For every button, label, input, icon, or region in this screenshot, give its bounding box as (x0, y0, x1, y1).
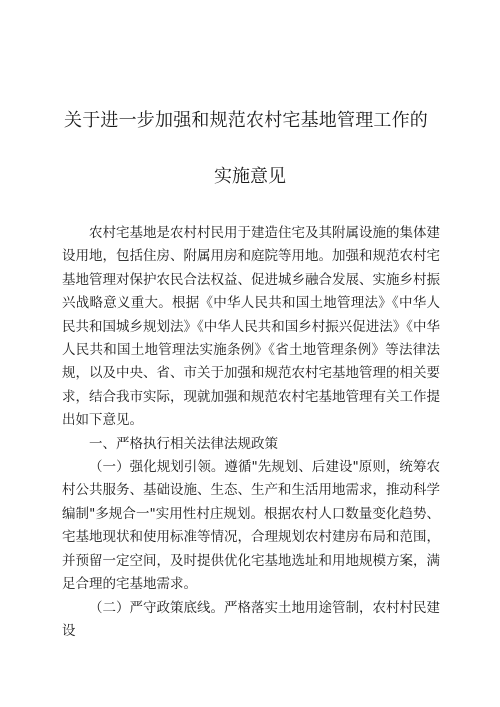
paragraph-policy: （二）严守政策底线。严格落实土地用途管制，农村村民建设 (62, 599, 440, 639)
paragraph-intro: 农村宅基地是农村村民用于建造住宅及其附属设施的集体建设用地，包括住房、附属用房和庭院等用地。加强和规范农村宅基地管理对保护农民合法权益、促进城乡融合发展、实施乡村振兴战略意义重大。根据《中华人民共和国土地管理法》《中华人民共和国城乡规划法》《中华人民共和国乡村振兴促进法》《中华人民共和国土地管理法实施条例》《省土地管理条例》等法律法规，以及中央、省、市关于加强和规范农村宅基地管理的相关要求，结合我市实际，现就加强和规范农村宅基地管理有关工作提出如下意见。 (62, 225, 440, 429)
paragraph-planning: （一）强化规划引领。遵循"先规划、后建设"原则，统筹农村公共服务、基础设施、生态、生产和生活用地需求，推动科学编制"多规合一"实用性村庄规划。根据农村人口数量变化趋势、宅基地现状和使用标准等情况，合理规划农村建房布局和范围，并预留一定空间，及时提供优化宅基地选址和用地规模方案，满足合理的宅基地需求。 (62, 459, 440, 593)
document-title-line-2: 实施意见 (214, 166, 286, 187)
section-heading-1: 一、严格执行相关法律法规政策 (89, 435, 278, 452)
document-title-line-1: 关于进一步加强和规范农村宅基地管理工作的 (64, 110, 428, 131)
document-body (62, 222, 440, 643)
